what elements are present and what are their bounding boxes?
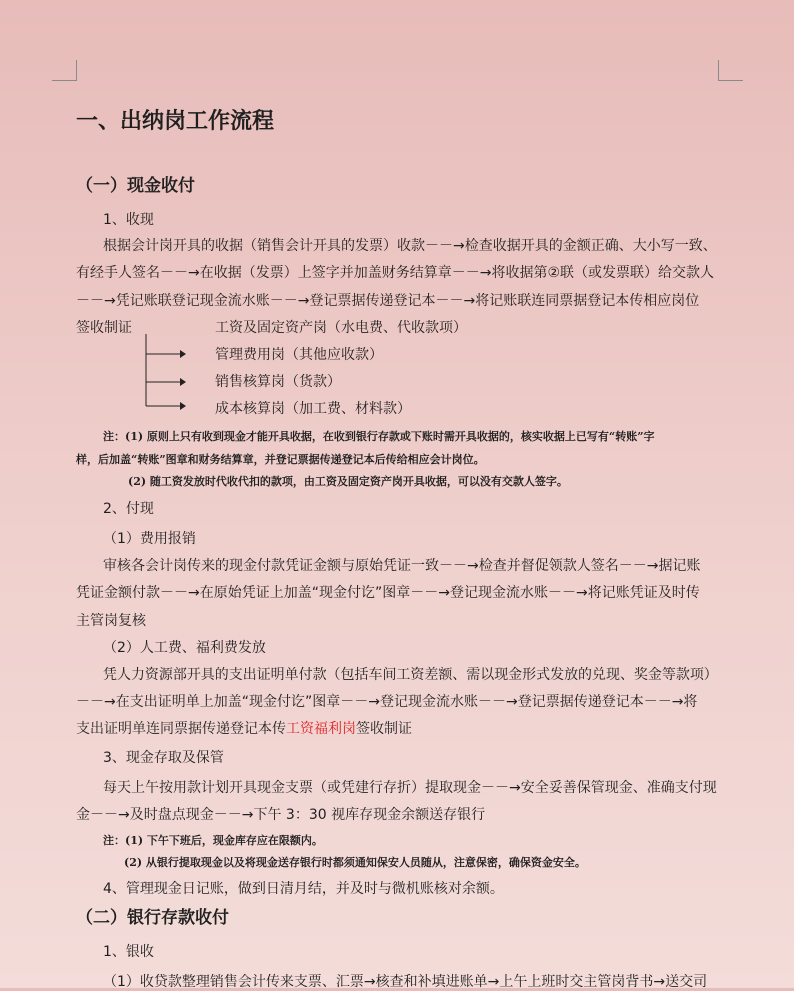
highlighted-position: 工资福利岗 bbox=[286, 721, 356, 737]
paragraph-line: －－→在支出证明单上加盖“现金付讫”图章－－→登记现金流水账－－→登记票据传递登记本－－→将 bbox=[76, 694, 698, 710]
paragraph-line: 凭证金额付款－－→在原始凭证上加盖“现金付讫”图章－－→登记现金流水账－－→将记账凭证及时传 bbox=[76, 585, 700, 601]
note-line: 注：(1) 下午下班后，现金库存应在限额内。 bbox=[103, 834, 323, 847]
paragraph-line: －－→凭记账联登记现金流水账－－→登记票据传递登记本－－→将记账联连同票据登记本传相应岗位 bbox=[76, 293, 700, 309]
section-heading-bank: （二）银行存款收付 bbox=[76, 908, 229, 928]
note-line: 注：(1) 原则上只有收到现金才能开具收据，在收到银行存款或下账时需开具收据的，核实收据上已写有“转账”字 bbox=[103, 430, 655, 443]
paragraph-line: 审核各会计岗传来的现金付款凭证金额与原始凭证一致－－→检查并督促领款人签名－－→据记账 bbox=[103, 558, 701, 574]
note-line: (2) 从银行提取现金以及将现金送存银行时都须通知保安人员随从，注意保密，确保资金安全。 bbox=[124, 856, 586, 869]
routing-arrows-icon bbox=[144, 334, 188, 414]
paragraph-line: 签收制证 bbox=[76, 320, 132, 336]
subheading-pay-cash: 2、付现 bbox=[103, 501, 154, 517]
subheading-expense: （1）费用报销 bbox=[103, 531, 196, 547]
paragraph-line: 凭人力资源部开具的支出证明单付款（包括车间工资差额、需以现金形式发放的兑现、奖金等款项） bbox=[103, 667, 718, 683]
paragraph-line: 金－－→及时盘点现金－－→下午 3：30 视库存现金余额送存银行 bbox=[76, 807, 486, 823]
text-segment: 支出证明单连同票据传递登记本传 bbox=[76, 721, 286, 737]
subheading-bank-receive: 1、银收 bbox=[103, 944, 154, 960]
paragraph-line: 主管岗复核 bbox=[76, 613, 146, 629]
paragraph-line: 有经手人签名－－→在收据（发票）上签字并加盖财务结算章－－→将收据第②联（或发票联）给交款人 bbox=[76, 265, 715, 281]
crop-mark-top-right bbox=[718, 60, 743, 81]
main-heading: 一、出纳岗工作流程 bbox=[76, 108, 275, 134]
branch-item: 工资及固定资产岗（水电费、代收款项） bbox=[215, 320, 467, 336]
paragraph-line bbox=[76, 720, 412, 738]
paragraph-line: 每天上午按用款计划开具现金支票（或凭建行存折）提取现金－－→安全妥善保管现金、准确支付现 bbox=[103, 780, 717, 796]
paragraph-line: （1）收贷款整理销售会计传来支票、汇票→核查和补填进账单→上午上班时交主管岗背书→送交司 bbox=[103, 974, 708, 990]
text-segment: 签收制证 bbox=[356, 721, 412, 737]
branch-item: 管理费用岗（其他应收款） bbox=[215, 347, 383, 363]
subheading-cash-storage: 3、现金存取及保管 bbox=[103, 750, 224, 766]
branch-item: 成本核算岗（加工费、材料款） bbox=[215, 401, 411, 417]
branch-item: 销售核算岗（货款） bbox=[215, 374, 341, 390]
subheading-receive-cash: 1、收现 bbox=[103, 212, 154, 228]
crop-mark-top-left bbox=[52, 60, 77, 81]
note-line: (2) 随工资发放时代收代扣的款项，由工资及固定资产岗开具收据，可以没有交款人签字。 bbox=[128, 475, 568, 488]
subheading-cash-journal: 4、管理现金日记账，做到日清月结，并及时与微机账核对余额。 bbox=[103, 881, 504, 897]
paragraph-line: 根据会计岗开具的收据（销售会计开具的发票）收款－－→检查收据开具的金额正确、大小写一致、 bbox=[103, 238, 717, 254]
subheading-payroll: （2）人工费、福利费发放 bbox=[103, 640, 266, 656]
note-line: 样，后加盖“转账”图章和财务结算章，并登记票据传递登记本后传给相应会计岗位。 bbox=[76, 453, 485, 466]
section-heading-cash: （一）现金收付 bbox=[76, 176, 195, 196]
